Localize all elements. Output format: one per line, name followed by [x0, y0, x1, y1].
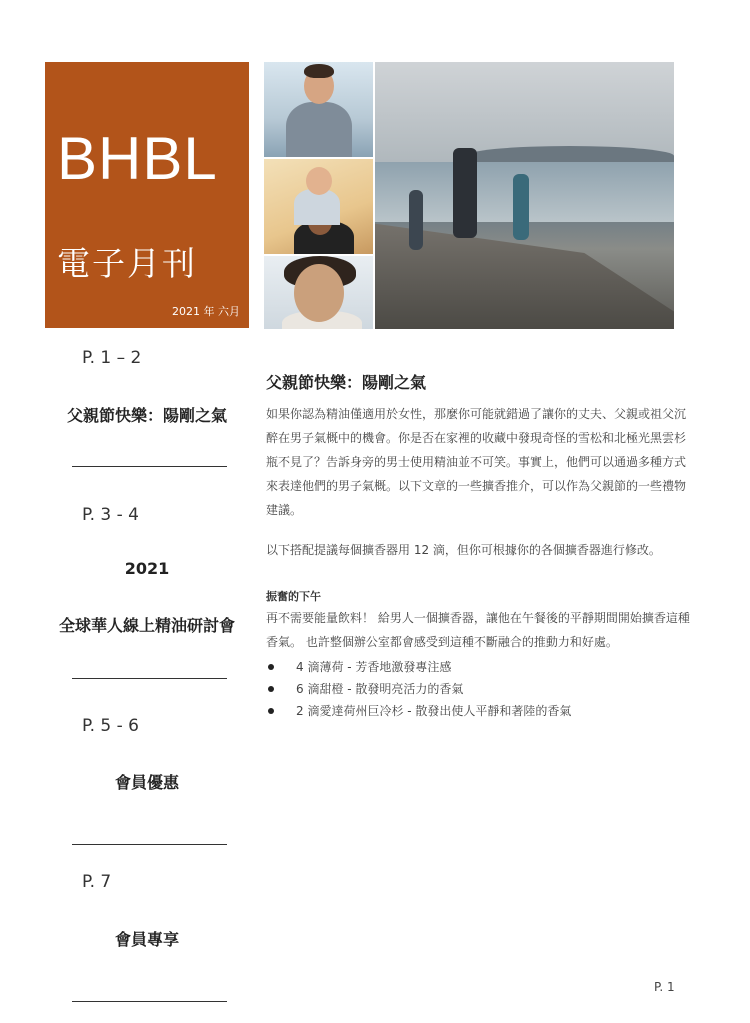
bullet-icon [268, 708, 274, 714]
cover-date: 2021 年 六月 [172, 305, 240, 318]
list-item: 6 滴甜橙 - 散發明亮活力的香氣 [266, 678, 686, 700]
cover-brand: BHBL [57, 125, 218, 192]
article-intro: 如果你認為精油僅適用於女性，那麼你可能就錯過了讓你的丈夫、父親或祖父沉醉在男子氣概中的機會。你是否在家裡的收藏中發現奇怪的雪松和北極光黑雲杉瓶不見了？告訴身旁的男士使用精油並不可笑。事實上，他們可以通過多種方式來表達他們的男子氣概。以下文章的一些擴香推介，可以作為父親節的一些禮物建議。 [266, 407, 687, 517]
photo-collage [264, 62, 674, 329]
photo-man-portrait [264, 62, 373, 157]
section-title: 振奮的下午 [266, 590, 321, 603]
photo-family-pier [375, 62, 674, 329]
toc-page-1: P. 1 – 2 [82, 348, 142, 368]
toc-divider [72, 1001, 227, 1002]
cover-subtitle: 電子月刊 [57, 244, 197, 283]
toc-divider [72, 678, 227, 679]
toc-page-4: P. 7 [82, 872, 112, 892]
toc-title-2-line2: 全球華人線上精油研討會 [58, 616, 235, 635]
list-item: 4 滴薄荷 - 芳香地激發專注感 [266, 656, 686, 678]
list-item: 2 滴愛達荷州巨冷杉 - 散發出使人平靜和著陸的香氣 [266, 700, 686, 722]
bullet-icon [268, 664, 274, 670]
article-note: 以下搭配提議每個擴香器用 12 滴，但你可根據你的各個擴香器進行修改。 [266, 543, 661, 557]
bullet-icon [268, 686, 274, 692]
bullet-list [266, 656, 686, 722]
cover-block [45, 62, 249, 328]
toc-title-2-line1: 2021 [124, 559, 170, 578]
photo-smiling-man [264, 256, 373, 329]
photo-father-child [264, 159, 373, 254]
toc-page-3: P. 5 - 6 [82, 716, 139, 736]
toc-title-4: 會員專享 [114, 930, 179, 949]
article-title: 父親節快樂：陽剛之氣 [266, 373, 427, 392]
toc-divider [72, 844, 227, 845]
toc-title-1: 父親節快樂：陽剛之氣 [66, 406, 227, 425]
page-number: P. 1 [654, 980, 675, 994]
section-text: 再不需要能量飲料！ 給男人一個擴香器，讓他在午餐後的平靜期間開始擴香這種香氣。 也許整個辦公室都會感受到這種不斷融合的推動力和好處。 [266, 611, 690, 649]
toc-title-3: 會員優惠 [114, 773, 179, 792]
toc-page-2: P. 3 - 4 [82, 505, 139, 525]
toc-divider [72, 466, 227, 467]
